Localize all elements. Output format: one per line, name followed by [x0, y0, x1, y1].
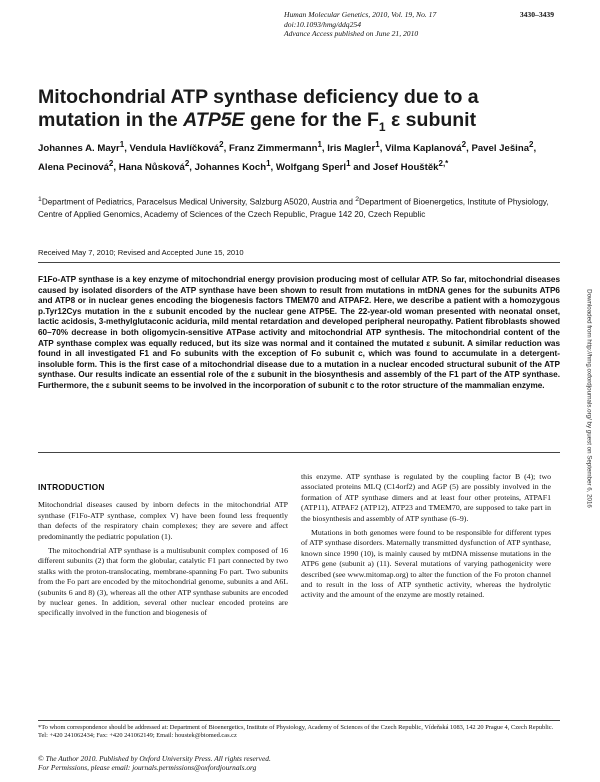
author-affiliation-marker: 1 — [266, 158, 271, 168]
affiliation-1: Department of Pediatrics, Paracelsus Medical University, Salzburg A5020, Austria and — [41, 197, 356, 207]
intro-paragraph: Mitochondrial diseases caused by inborn defects in the mitochondrial ATP synthase (F1Fo-ATP synthase, complex V) have been found less frequently than defects of the respiratory chain complexes; they are severe and affect predominantly the pediatric population (1). — [38, 500, 288, 541]
received-dates: Received May 7, 2010; Revised and Accepted June 15, 2010 — [38, 248, 244, 257]
author-name-text: Josef Houštěk — [372, 161, 439, 173]
author-name — [38, 140, 125, 155]
author-list: Johannes A. Mayr$^1$, Vendula Havlíčková$^2$, Franz Zimmermann$^1$, Iris Magler$^1$, Vilma Kaplanová$^2$, Pavel Ješina$^2$, Alena Pecinová$^2$, Hana Nůsková$^2$, Johannes Koch$^1$, Wolfgang Sperl$^1$ and Josef Houštěk$^{2,*}$ — [38, 140, 537, 173]
author-affiliation-marker: 2 — [108, 158, 114, 168]
title-gene: ATP5E — [183, 109, 245, 131]
doi[interactable]: doi:10.1093/hmg/ddq254 — [284, 19, 361, 29]
title-line-2a: mutation in the — [38, 109, 184, 131]
author-affiliation-marker: 2 — [184, 158, 190, 168]
author-name — [129, 140, 224, 155]
affiliation-marker-1: 1 — [38, 196, 42, 203]
author-affiliation-marker: 2,* — [438, 158, 449, 168]
advance-access: Advance Access published on June 21, 2010 — [284, 29, 419, 39]
divider-bottom — [38, 452, 560, 453]
author-affiliation-marker: 1 — [346, 158, 351, 168]
author-affiliation-marker: 2 — [461, 140, 467, 149]
copyright-line: © The Author 2010. Published by Oxford University Press. All rights reserved. — [38, 754, 271, 763]
author-name — [372, 158, 449, 173]
affiliation-2: Department of Bioenergetics, Institute of Physiology, Centre of Applied Genomics, Academy of Sciences of the Czech Republic, Prague 142 20, Czech Republic — [38, 197, 549, 220]
footnote-divider — [38, 720, 560, 721]
author-name — [327, 140, 380, 155]
affiliation-marker-2: 2 — [355, 196, 360, 203]
author-name-text: Vilma Kaplanová — [385, 143, 462, 155]
author-name-text: Johannes A. Mayr — [38, 143, 120, 155]
page-range: 3430–3439 — [519, 10, 554, 19]
download-note — [578, 265, 593, 535]
divider-top — [38, 262, 560, 263]
author-name — [228, 140, 322, 155]
title-line-2b: gene for the F — [244, 109, 379, 131]
author-affiliation-marker: 1 — [119, 140, 125, 149]
copyright-notice — [38, 754, 560, 773]
journal-citation: Human Molecular Genetics, 2010, Vol. 19, No. 17 — [284, 10, 437, 19]
affiliations — [38, 194, 558, 222]
section-heading-introduction: INTRODUCTION — [38, 482, 105, 492]
author-name-text: Iris Magler — [327, 143, 376, 155]
author-name-text: Hana Nůsková — [118, 161, 185, 173]
author-name-text: Franz Zimmermann — [228, 143, 318, 155]
author-name — [38, 158, 114, 173]
author-name — [471, 140, 534, 155]
intro-paragraph: Mutations in both genomes were found to be responsible for different types of ATP synthase disorders. Maternally transmitted dysfunction of ATP synthase, known since 1990 (10), is mainly caused by mtDNA missense mutations in the ATP6 gene (subunit a) (11). Several mutations of varying pathogenicity were described (see www.mitomap.org) to alter the function of the Fo proton channel and to result in the loss of ATP synthetic activity, whereas the hydrolytic activity and the amount of the enzyme are mostly retained. — [301, 528, 551, 600]
author-name-text: Alena Pecinová — [38, 161, 109, 173]
journal-header — [284, 10, 554, 39]
author-name-text: Johannes Koch — [194, 161, 267, 173]
article-title — [38, 86, 558, 139]
author-name-text: Vendula Havlíčková — [129, 143, 220, 155]
permissions-line[interactable]: For Permissions, please email: journals.permissions@oxfordjournals.org — [38, 763, 257, 773]
author-name-text: Wolfgang Sperl — [275, 161, 347, 173]
author-affiliation-marker: 1 — [317, 140, 322, 149]
download-note-text[interactable]: Downloaded from http://hmg.oxfordjournals.org/ by guest on September 6, 2016 — [585, 289, 593, 508]
author-affiliation-marker: 2 — [529, 140, 534, 149]
title-line-2c: ε subunit — [385, 109, 477, 131]
intro-paragraph: this enzyme. ATP synthase is regulated by the coupling factor B (4); two associated proteins MLQ (C14orf2) and AGP (5) are possibly involved in the formation of ATP synthase dimers and at least four other proteins, ATPAF1 (ATP11), ATPAF2 (ATP12), ATP23 and TMEM70, are supposed to take part in the biosynthesis and assembly of ATP synthase (6–9). — [301, 472, 551, 523]
author-conjunction: and — [353, 161, 373, 173]
title-subscript: 1 — [378, 119, 386, 134]
intro-column-right — [301, 472, 551, 605]
correspondence-footnote: *To whom correspondence should be addressed at: Department of Bioenergetics, Institute of Physiology, Academy of Sciences of the Czech Republic, Vídeňská 1083, 142 20 Prague 4, Czech Republic. Tel: +420 241062434; Fax: +420 241062149; Email: houstek@biomed.cas.cz — [38, 724, 554, 740]
abstract: F1Fo-ATP synthase is a key enzyme of mitochondrial energy provision producing most of cellular ATP. So far, mitochondrial diseases caused by isolated disorders of the ATP synthase have been shown to result from mutations in mtDNA genes for the subunits ATP6 and ATP8 or in nuclear genes encoding the biogenesis factors TMEM70 and ATPAF2. Here, we describe a patient with a homozygous p.Tyr12Cys mutation in the ε subunit encoded by the nuclear gene ATP5E. The 22-year-old woman presented with neonatal onset, lactic acidosis, 3-methylglutaconic aciduria, mild mental retardation and developed peripheral neuropathy. Patient fibroblasts showed 60–70% decrease in both oligomycin-sensitive ATPase activity and mitochondrial ATP synthesis. The mitochondrial content of the ATP synthase complex was equally reduced, but its size was normal and it contained the mutated ε subunit. A similar reduction was found in all investigated F1 and Fo subunits with the exception of Fo subunit c, which was found to accumulate in a detergent-insoluble form. This is the first case of a mitochondrial disease due to a mutation in a nuclear encoded structural subunit of the ATP synthase. Our results indicate an essential role of the ε subunit in the biosynthesis and assembly of the F1 part of the ATP synthase. Furthermore, the ε subunit seems to be involved in the incorporation of subunit c to the rotor structure of the mammalian enzyme. — [38, 275, 560, 390]
intro-column-left — [38, 470, 288, 623]
author-affiliation-marker: 1 — [375, 140, 380, 149]
author-name — [385, 140, 467, 155]
author-name-text: Pavel Ješina — [471, 143, 530, 155]
intro-paragraph: The mitochondrial ATP synthase is a multisubunit complex composed of 16 different subunits (2) that form the globular, catalytic F1 part connected by two stalks with the proton-translocating, membrane-spanning Fo part. Two subunits from the Fo part are encoded by the mitochondrial genome, subunits a and A6L (subunits 6 and 8) (3), whereas all the other ATP synthase subunits are encoded by nuclear genes. In addition, several other nuclear encoded proteins are specifically involved in the function and biogenesis of — [38, 546, 288, 618]
author-name — [118, 158, 190, 173]
author-name — [275, 158, 351, 173]
title-line-1: Mitochondrial ATP synthase deficiency due to a — [38, 86, 479, 108]
author-name — [194, 158, 271, 173]
author-affiliation-marker: 2 — [219, 140, 224, 149]
